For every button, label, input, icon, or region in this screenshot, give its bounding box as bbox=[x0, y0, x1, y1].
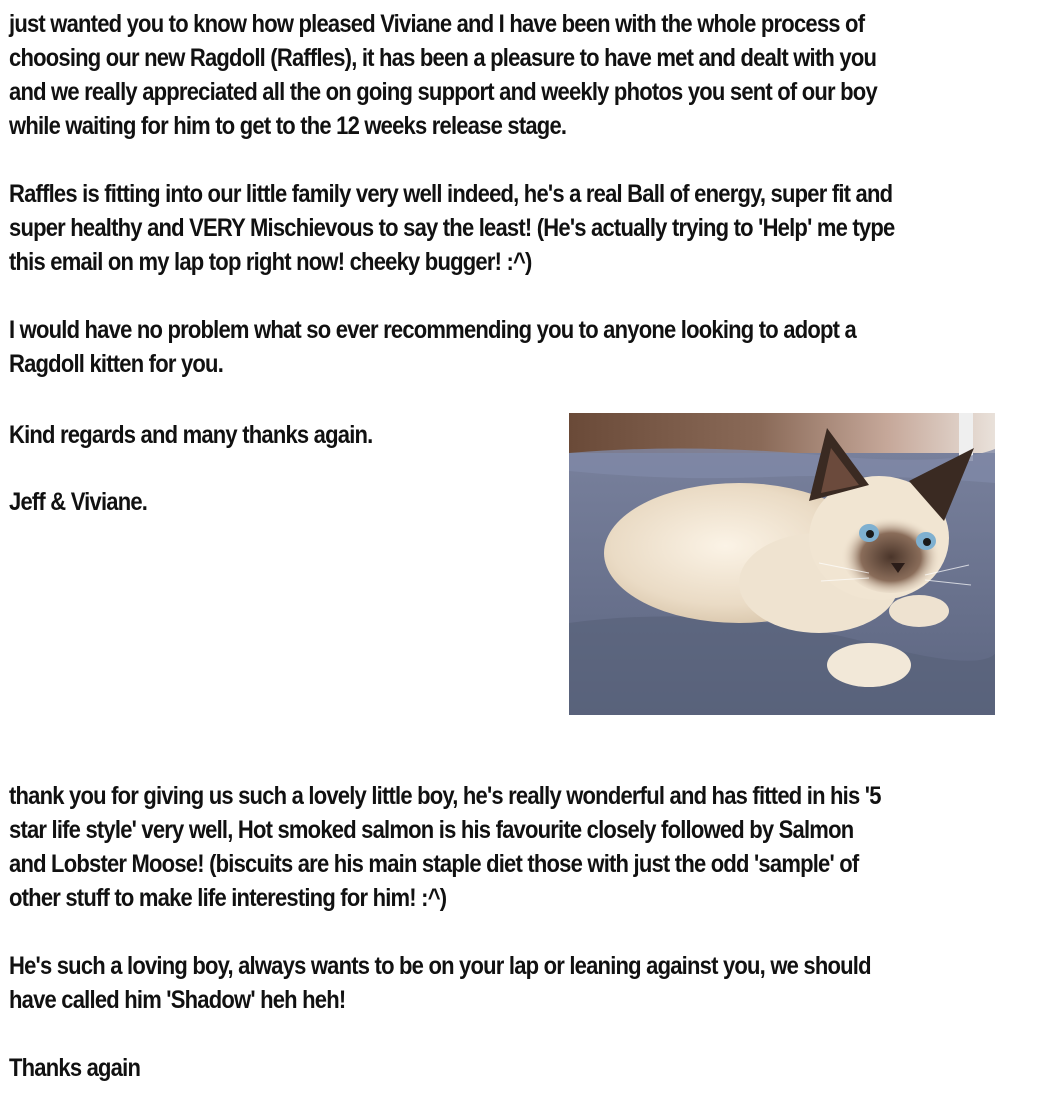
letter1-paragraph1 bbox=[9, 7, 924, 143]
text-line: Ragdoll kitten for you. bbox=[9, 350, 224, 378]
text-line: just wanted you to know how pleased Viviane and I have been with the whole process of bbox=[9, 10, 865, 38]
text-line: thank you for giving us such a lovely little boy, he's really wonderful and has fitted in his '5 bbox=[9, 782, 881, 810]
text-line: I would have no problem what so ever recommending you to anyone looking to adopt a bbox=[9, 316, 856, 344]
text-line: super healthy and VERY Mischievous to say the least! (He's actually trying to 'Help' me type bbox=[9, 214, 895, 242]
letter2-closing bbox=[9, 1051, 924, 1085]
kitten-rear-paw bbox=[889, 595, 949, 627]
text-line: He's such a loving boy, always wants to be on your lap or leaning against you, we should bbox=[9, 952, 871, 980]
kitten-photo bbox=[569, 413, 995, 715]
kitten-face-mask bbox=[841, 513, 941, 593]
text-line: and Lobster Moose! (biscuits are his main staple diet those with just the odd 'sample' of bbox=[9, 850, 859, 878]
text-line: this email on my lap top right now! cheeky bugger! :^) bbox=[9, 248, 532, 276]
text-line: and we really appreciated all the on going support and weekly photos you sent of our boy bbox=[9, 78, 877, 106]
text-line: Raffles is fitting into our little family very well indeed, he's a real Ball of energy, super fit and bbox=[9, 180, 893, 208]
letter1-paragraph3 bbox=[9, 313, 924, 381]
background-wall bbox=[569, 413, 995, 453]
text-line: star life style' very well, Hot smoked salmon is his favourite closely followed by Salmon bbox=[9, 816, 854, 844]
kitten-front-paw bbox=[827, 643, 911, 687]
text-line: Kind regards and many thanks again. bbox=[9, 421, 373, 449]
text-line: Jeff & Viviane. bbox=[9, 488, 148, 516]
text-line: choosing our new Ragdoll (Raffles), it has been a pleasure to have met and dealt with you bbox=[9, 44, 877, 72]
text-line: Thanks again bbox=[9, 1054, 141, 1082]
kitten-left-pupil bbox=[866, 530, 874, 538]
kitten-photo-drawing bbox=[569, 413, 995, 715]
kitten-right-pupil bbox=[923, 538, 931, 546]
text-line: have called him 'Shadow' heh heh! bbox=[9, 986, 346, 1014]
letter1-paragraph2 bbox=[9, 177, 924, 279]
text-line: while waiting for him to get to the 12 weeks release stage. bbox=[9, 112, 567, 140]
letter2-paragraph2 bbox=[9, 949, 924, 1017]
text-line: other stuff to make life interesting for him! :^) bbox=[9, 884, 447, 912]
letter2-paragraph1 bbox=[9, 779, 924, 915]
